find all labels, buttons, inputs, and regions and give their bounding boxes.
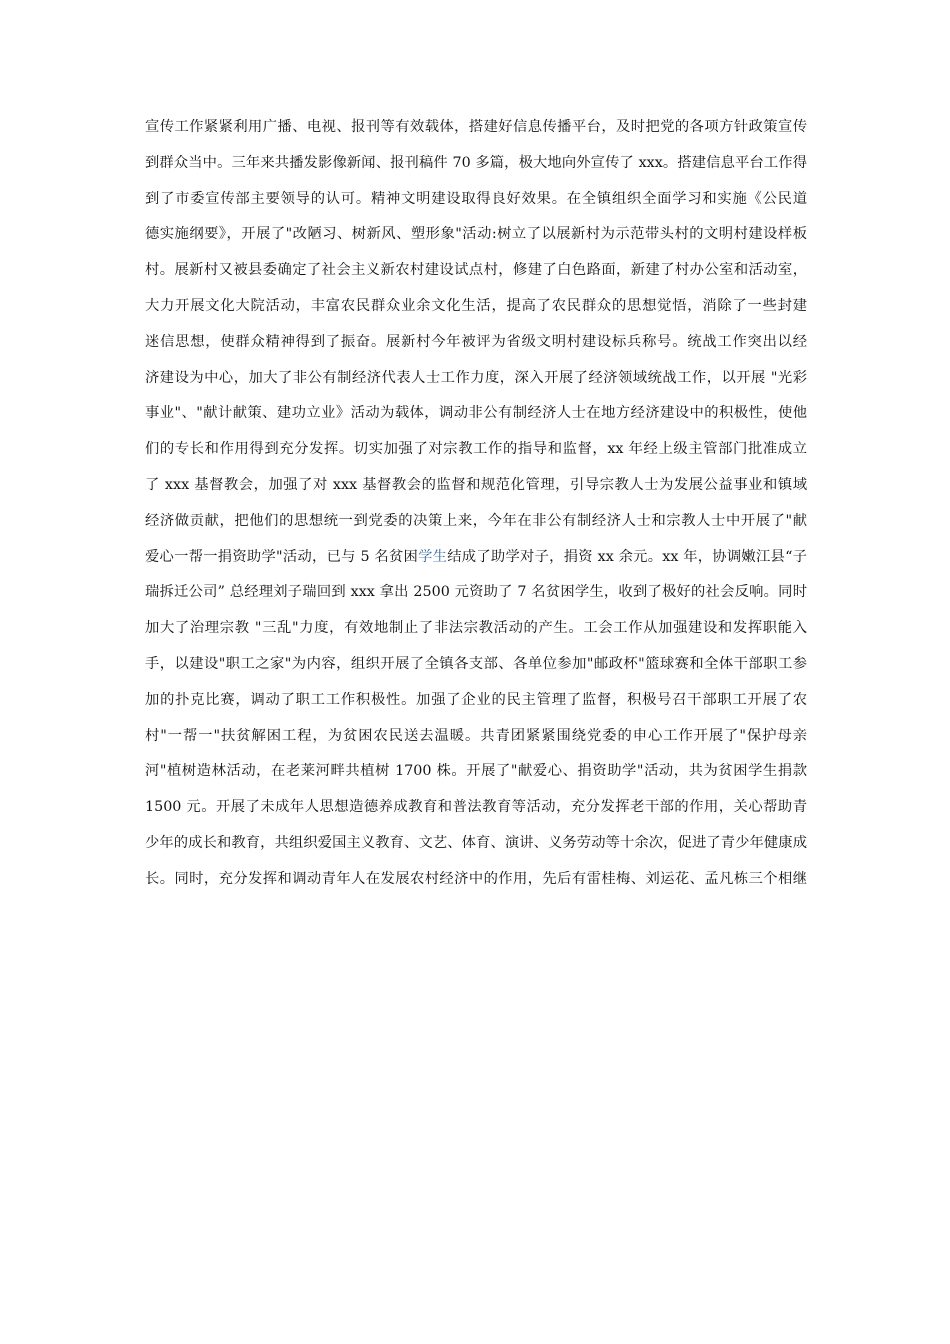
text-line-with-link (145, 540, 807, 576)
text-line: 大力开展文化大院活动，丰富农民群众业余文化生活，提高了农民群众的思想觉悟，消除了一些封建 (145, 297, 807, 314)
text-line: 事业"、"献计献策、建功立业》活动为载体，调动非公有制经济人士在地方经济建设中的积极性，使他 (145, 405, 807, 422)
text-line: 德实施纲要》，开展了"改陋习、树新风、塑形象"活动:树立了以展新村为示范带头村的文明村建设样板 (145, 226, 807, 243)
text-line: 到群众当中。三年来共播发影像新闻、报刊稿件 70 多篇，极大地向外宣传了 xxx。搭建信息平台工作得 (145, 154, 807, 171)
text-line: 经济做贡献，把他们的思想统一到党委的决策上来，今年在非公有制经济人士和宗教人士中开展了"献 (145, 512, 807, 529)
text-line: 河"植树造林活动，在老莱河畔共植树 1700 株。开展了"献爱心、捐资助学"活动，共为贫困学生捐款 (145, 763, 807, 780)
text-line: 瑞拆迁公司” 总经理刘子瑞回到 xxx 拿出 2500 元资助了 7 名贫困学生，收到了极好的社会反响。同时 (145, 584, 807, 601)
text-line: 了 xxx 基督教会，加强了对 xxx 基督教会的监督和规范化管理，引导宗教人士为发展公益事业和镇域 (145, 476, 807, 493)
text-line: 迷信思想，使群众精神得到了振奋。展新村今年被评为省级文明村建设标兵称号。统战工作突出以经 (145, 333, 807, 350)
text-line: 手，以建设"职工之家"为内容，组织开展了全镇各支部、各单位参加"邮政杯"篮球赛和全体干部职工参 (145, 655, 807, 672)
document-body (145, 110, 807, 898)
text-line: 到了市委宣传部主要领导的认可。精神文明建设取得良好效果。在全镇组织全面学习和实施《公民道 (145, 190, 807, 207)
text-line: 济建设为中心，加大了非公有制经济代表人士工作力度，深入开展了经济领域统战工作，以开展 "光彩 (145, 369, 807, 386)
text-line: 们的专长和作用得到充分发挥。切实加强了对宗教工作的指导和监督，xx 年经上级主管部门批准成立 (145, 441, 807, 458)
text-line: 村。展新村又被县委确定了社会主义新农村建设试点村，修建了白色路面，新建了村办公室和活动室， (145, 262, 807, 279)
text-line: 加大了治理宗教 "三乱"力度，有效地制止了非法宗教活动的产生。工会工作从加强建设和发挥职能入 (145, 620, 807, 637)
text-line: 村"一帮一"扶贫解困工程，为贫困农民送去温暖。共青团紧紧围绕党委的申心工作开展了"保护母亲 (145, 727, 807, 744)
student-link[interactable]: 学生 (418, 548, 448, 565)
text-segment: 爱心一帮一捐资助学"活动，已与 5 名贫困 (145, 548, 419, 565)
text-line: 1500 元。开展了未成年人思想造德养成教育和普法教育等活动，充分发挥老干部的作用，关心帮助青 (145, 799, 807, 816)
text-line: 长。同时，充分发挥和调动青年人在发展农村经济中的作用，先后有雷桂梅、刘运花、孟凡栋三个相继 (145, 870, 807, 887)
text-line: 少年的成长和教育，共组织爱国主义教育、文艺、体育、演讲、义务劳动等十余次，促进了青少年健康成 (145, 834, 807, 851)
text-segment: 结成了助学对子，捐资 xx 余元。xx 年，协调嫩江县“子 (447, 548, 807, 565)
text-line: 加的扑克比赛，调动了职工工作积极性。加强了企业的民主管理了监督，积极号召干部职工开展了农 (145, 691, 807, 708)
text-line: 宣传工作紧紧利用广播、电视、报刊等有效载体，搭建好信息传播平台，及时把党的各项方针政策宣传 (145, 119, 807, 135)
